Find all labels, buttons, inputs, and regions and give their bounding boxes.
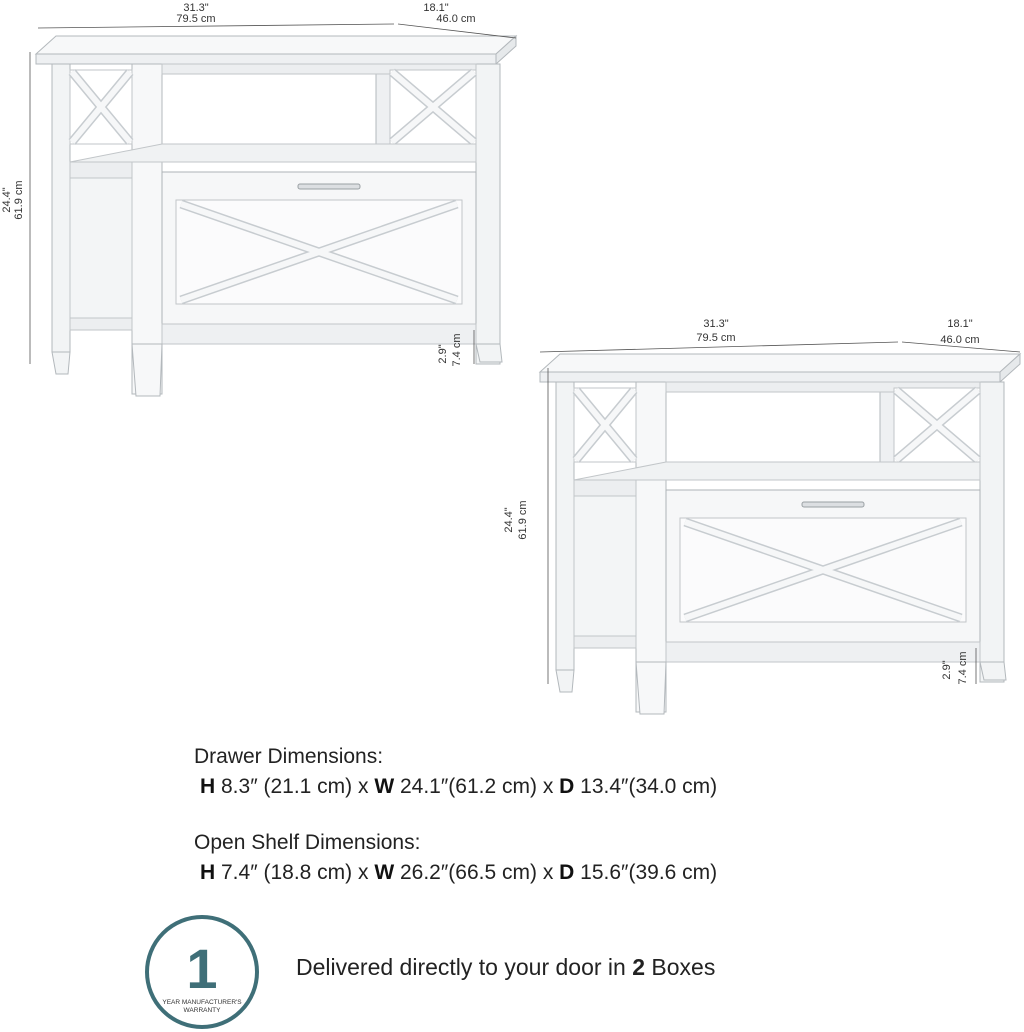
warranty-line2: WARRANTY xyxy=(183,1007,221,1014)
drawer-d-value: 13.4″(34.0 cm) xyxy=(574,775,718,798)
cabinet-illustration-1 xyxy=(36,36,516,396)
width-in-label-2: 31.3" xyxy=(703,318,729,330)
width-in-label-1: 31.3" xyxy=(183,2,209,14)
shelf-h-label: H xyxy=(200,861,216,884)
depth-cm-label-2: 46.0 cm xyxy=(940,334,980,346)
clearance-cm-label-2: 7.4 cm xyxy=(957,651,969,685)
drawer-w-value: 24.1″(61.2 cm) x xyxy=(394,775,560,798)
drawer-d-label: D xyxy=(559,775,575,798)
delivery-prefix: Delivered directly to your door in xyxy=(296,954,633,980)
height-in-label-2: 24.4" xyxy=(503,507,515,533)
warranty-badge-icon xyxy=(142,912,262,1032)
height-cm-label-1: 61.9 cm xyxy=(13,180,25,220)
drawer-h-value: 8.3″ (21.1 cm) x xyxy=(215,775,375,798)
drawer-h-label: H xyxy=(200,775,216,798)
delivery-note xyxy=(296,954,715,981)
cabinet-illustration-2 xyxy=(540,354,1020,714)
shelf-dimensions-values xyxy=(194,858,717,888)
clearance-in-label-1: 2.9" xyxy=(437,344,449,364)
shelf-d-label: D xyxy=(559,861,575,884)
depth-cm-label-1: 46.0 cm xyxy=(436,13,476,25)
width-cm-label-1: 79.5 cm xyxy=(176,13,216,25)
shelf-w-value: 26.2″(66.5 cm) x xyxy=(394,861,560,884)
drawer-dimensions xyxy=(194,742,717,802)
dimension-specs xyxy=(194,742,717,914)
depth-in-label-1: 18.1" xyxy=(423,2,449,14)
drawer-w-label: W xyxy=(374,775,395,798)
shelf-w-label: W xyxy=(374,861,395,884)
warranty-line1: YEAR MANUFACTURER'S xyxy=(162,999,242,1006)
delivery-suffix: Boxes xyxy=(645,954,716,980)
delivery-box-count: 2 xyxy=(632,954,646,980)
clearance-in-label-2: 2.9" xyxy=(941,660,953,680)
warranty-number: 1 xyxy=(186,937,218,1000)
width-cm-label-2: 79.5 cm xyxy=(696,332,736,344)
height-in-label-1: 24.4" xyxy=(1,187,13,213)
shelf-dimensions-title: Open Shelf Dimensions: xyxy=(194,831,421,854)
depth-in-label-2: 18.1" xyxy=(947,318,973,330)
shelf-d-value: 15.6″(39.6 cm) xyxy=(574,861,718,884)
shelf-h-value: 7.4″ (18.8 cm) x xyxy=(215,861,375,884)
height-cm-label-2: 61.9 cm xyxy=(517,500,529,540)
drawer-dimensions-title: Drawer Dimensions: xyxy=(194,745,384,768)
drawer-dimensions-values xyxy=(194,772,717,802)
shelf-dimensions xyxy=(194,828,717,888)
clearance-cm-label-1: 7.4 cm xyxy=(451,333,463,367)
